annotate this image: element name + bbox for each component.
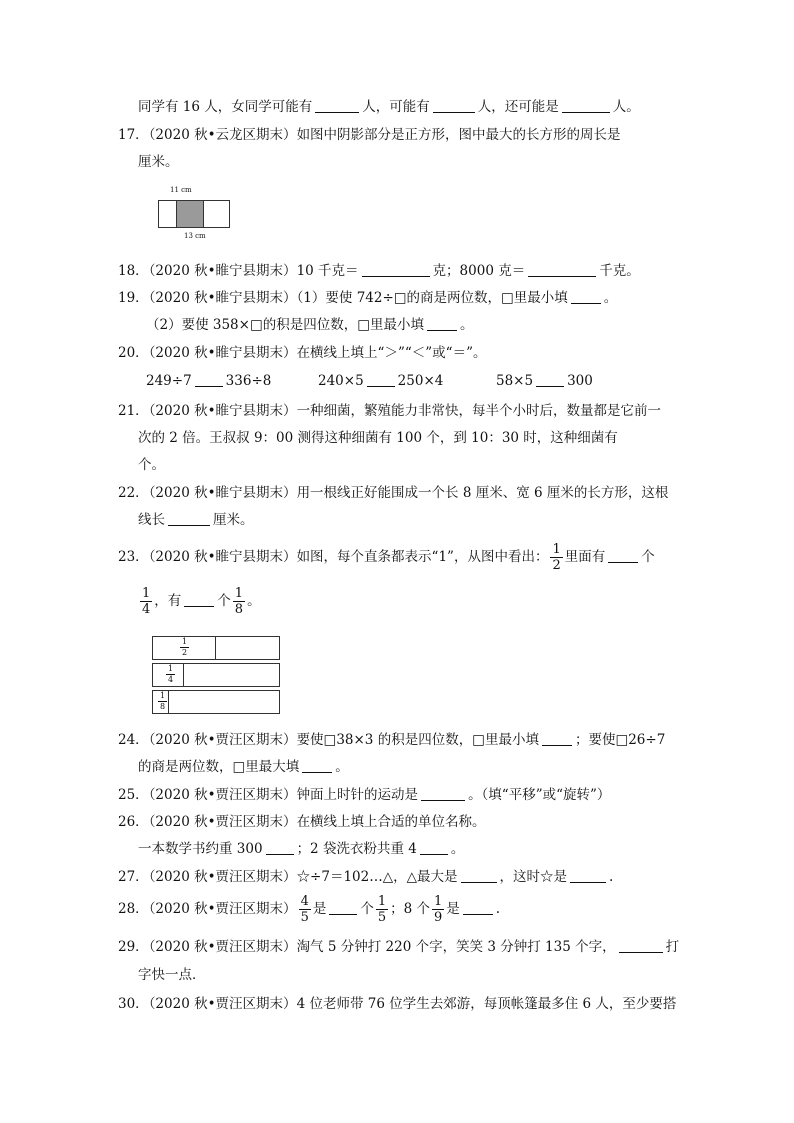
- q20-line-1: [118, 344, 486, 362]
- q20-expr-2: [318, 372, 443, 390]
- q24-text-c: 的商是两位数，□里最大填: [138, 759, 300, 775]
- q30-number: 30．: [118, 996, 149, 1012]
- q28-source: （2020 秋•贾汪区期末）: [148, 901, 297, 917]
- q18-text-b: 克；8000 克＝: [432, 263, 526, 279]
- q16-text-a: 同学有 16 人，女同学可能有: [138, 99, 313, 115]
- q24-text-a: 要使□38×3 的积是四位数，□里最小填: [296, 732, 539, 748]
- q19-source: （2020 秋•睢宁县期末）: [148, 290, 297, 306]
- q29-number: 29．: [118, 939, 149, 955]
- q28-frac-1-num: 4: [300, 894, 309, 909]
- q26-line-1: [118, 813, 486, 831]
- q18-blank-1[interactable]: [362, 263, 430, 277]
- q22-text-2b: 厘米。: [213, 512, 254, 528]
- q23-frac-eighth-num: 1: [234, 586, 244, 601]
- q16-text-b: 人，可能有: [362, 99, 430, 115]
- q23-frac-quarter: [140, 586, 152, 617]
- q25-number: 25．: [118, 787, 149, 803]
- q28-text-e: .: [495, 901, 501, 917]
- q27-text-b: ，这时☆是: [499, 869, 567, 885]
- q29-source: （2020 秋•贾汪区期末）: [148, 939, 297, 955]
- q28-frac-3: [432, 894, 444, 925]
- q20-e1-left: 249÷7: [146, 373, 192, 389]
- q26-text-c: 。: [450, 841, 465, 857]
- q23-fig-label-half: [180, 637, 189, 658]
- q30-line: [118, 995, 676, 1013]
- q21-line-3: 个。: [138, 457, 165, 473]
- q27-line: [118, 868, 613, 886]
- q17-shaded-square: [176, 200, 204, 228]
- q20-blank-3[interactable]: [536, 373, 564, 387]
- q28-text-a: 是: [312, 901, 327, 917]
- q22-number: 22．: [118, 485, 149, 501]
- q19-number: 19．: [118, 290, 149, 306]
- q25-line: [118, 786, 610, 804]
- q19-text-c: （2）要使 358×□的积是四位数，□里最小填: [146, 317, 424, 333]
- q23-fig-label-eighth: [158, 691, 167, 712]
- q19-text-b: 。: [603, 290, 618, 306]
- q23-fig-eighth-num: 1: [160, 691, 166, 700]
- q25-text-b: 。（填“平移”或“旋转”）: [468, 787, 611, 803]
- q28-text-d: 是: [446, 901, 460, 917]
- q17-fig-top-label: 11 cm: [170, 186, 192, 194]
- q30-source: （2020 秋•贾汪区期末）: [148, 996, 297, 1012]
- q23-frac-quarter-num: 1: [142, 586, 151, 601]
- q16-blank-3[interactable]: [562, 99, 610, 113]
- q17-figure: [158, 186, 230, 244]
- q26-number: 26．: [118, 814, 149, 830]
- q23-fig-eighth-den: 8: [160, 702, 166, 711]
- q18-blank-2[interactable]: [528, 263, 596, 277]
- q28-blank-1[interactable]: [329, 901, 357, 915]
- q29-line-2: 字快一点．: [138, 967, 206, 983]
- q26-line-2: [138, 840, 464, 858]
- q18-number: 18．: [118, 263, 149, 279]
- q20-e2-left: 240×5: [318, 373, 364, 389]
- q21-number: 21．: [118, 403, 149, 419]
- q26-text-b: ；2 袋洗衣粉共重 4: [296, 841, 417, 857]
- q18-text-c: 千克。: [599, 263, 640, 279]
- q16-text-c: 人，还可能是: [477, 99, 559, 115]
- q29-blank[interactable]: [619, 939, 663, 953]
- q17-number: 17．: [118, 127, 149, 143]
- q28-frac-2-den: 5: [377, 910, 387, 925]
- q28-frac-3-den: 9: [434, 910, 443, 925]
- q27-text-a: ☆÷7＝102…△，△最大是: [296, 869, 458, 885]
- q19-line-1: [118, 289, 617, 307]
- q22-text-2a: 线长: [138, 512, 165, 528]
- q28-text-b: 个: [360, 901, 374, 917]
- q22-line-2: [138, 511, 254, 529]
- q20-blank-1[interactable]: [195, 373, 223, 387]
- q28-frac-2-num: 1: [377, 894, 387, 909]
- q23-fig-quarter-num: 1: [168, 664, 174, 673]
- q17-source: （2020 秋•云龙区期末）: [148, 127, 297, 143]
- q19-blank-1[interactable]: [571, 290, 601, 304]
- q18-line: [118, 262, 640, 280]
- q23-text-mid: 里面有: [564, 549, 606, 565]
- q23-text: 如图，每个直条都表示“1”，从图中看出：: [296, 549, 549, 565]
- q23-figure: [152, 636, 280, 714]
- q23-blank-2[interactable]: [184, 593, 214, 607]
- q19-line-2: [146, 316, 473, 334]
- q23-number: 23．: [118, 549, 149, 565]
- q21-line-1: [118, 402, 661, 420]
- q23-fig-half-den: 2: [182, 648, 188, 657]
- q19-blank-2[interactable]: [427, 317, 457, 331]
- q23-line-1: [118, 540, 655, 574]
- q24-number: 24．: [118, 732, 149, 748]
- q28-frac-1-den: 5: [300, 910, 309, 925]
- q23-frac-eighth-den: 8: [234, 602, 244, 617]
- q23-frac-quarter-den: 4: [142, 602, 151, 617]
- q20-source: （2020 秋•睢宁县期末）: [148, 345, 297, 361]
- q28-number: 28．: [118, 901, 149, 917]
- q17-line-1: [118, 126, 621, 144]
- q27-number: 27．: [118, 869, 149, 885]
- q26-blank-1[interactable]: [266, 841, 294, 855]
- q28-line: [118, 892, 500, 926]
- q23-frac-half-den: 2: [552, 558, 561, 573]
- q27-source: （2020 秋•贾汪区期末）: [148, 869, 297, 885]
- q29-text-a: 淘气 5 分钟打 220 个字，笑笑 3 分钟打 135 个字，: [296, 939, 616, 955]
- q26-text-a: 一本数学书约重 300: [138, 841, 263, 857]
- q25-text-a: 钟面上时针的运动是: [296, 787, 419, 803]
- q23-text-end: 。: [247, 593, 261, 609]
- q24-line-2: [138, 758, 349, 776]
- q25-source: （2020 秋•贾汪区期末）: [148, 787, 297, 803]
- q22-blank[interactable]: [168, 512, 210, 526]
- q26-source: （2020 秋•贾汪区期末）: [148, 814, 297, 830]
- q25-blank[interactable]: [421, 787, 465, 801]
- q23-frac-eighth: [233, 586, 245, 617]
- q24-blank-1[interactable]: [542, 732, 572, 746]
- q28-text-c: ；8 个: [390, 901, 431, 917]
- q20-e2-right: 250×4: [397, 373, 444, 389]
- q18-text-a: 10 千克＝: [296, 263, 359, 279]
- q20-expr-1: [146, 372, 271, 390]
- q21-line-2: 次的 2 倍。王叔叔 9：00 测得这种细菌有 100 个，到 10：30 时，这种细菌有: [138, 430, 618, 446]
- q27-blank-1[interactable]: [461, 869, 497, 883]
- q28-blank-2[interactable]: [463, 901, 493, 915]
- q17-text: 如图中阴影部分是正方形，图中最大的长方形的周长是: [296, 127, 621, 143]
- q21-source: （2020 秋•睢宁县期末）: [148, 403, 297, 419]
- q28-frac-1: [299, 894, 311, 925]
- q18-source: （2020 秋•睢宁县期末）: [148, 263, 297, 279]
- q20-expr-3: [496, 372, 593, 390]
- q16-text-d: 人。: [612, 99, 640, 115]
- q29-line-1: [118, 938, 679, 956]
- q20-text: 在横线上填上“＞”“＜”或“＝”。: [296, 345, 487, 361]
- q19-text-d: 。: [459, 317, 474, 333]
- q23-fig-quarter-den: 4: [168, 675, 174, 684]
- q20-e3-left: 58×5: [496, 373, 534, 389]
- q20-blank-2[interactable]: [367, 373, 395, 387]
- q23-text-ge: 个: [641, 549, 655, 565]
- q28-frac-2: [376, 894, 388, 925]
- q22-line-1: [118, 484, 668, 502]
- q23-fig-label-quarter: [166, 664, 175, 685]
- q24-line-1: [118, 731, 665, 749]
- q27-blank-2[interactable]: [570, 869, 606, 883]
- q23-frac-half-num: 1: [552, 542, 561, 557]
- q20-e1-right: 336÷8: [225, 373, 272, 389]
- q23-text-ge2: 个: [217, 593, 231, 609]
- q20-e3-right: 300: [567, 373, 593, 389]
- q22-text-1: 用一根线正好能围成一个长 8 厘米、宽 6 厘米的长方形，这根: [296, 485, 669, 501]
- q26-text: 在横线上填上合适的单位名称。: [296, 814, 486, 830]
- q19-text-a: （1）要使 742÷□的商是两位数，□里最小填: [296, 290, 568, 306]
- q30-text: 4 位老师带 76 位学生去郊游，每顶帐篷最多住 6 人，至少要搭: [296, 996, 677, 1012]
- q24-source: （2020 秋•贾汪区期末）: [148, 732, 297, 748]
- q22-source: （2020 秋•睢宁县期末）: [148, 485, 297, 501]
- q23-source: （2020 秋•睢宁县期末）: [148, 549, 297, 565]
- q24-blank-2[interactable]: [302, 759, 332, 773]
- q23-frac-half: [550, 542, 562, 573]
- q17-fig-bottom-label: 13 cm: [184, 232, 206, 240]
- q28-frac-3-num: 1: [434, 894, 443, 909]
- q16-blank-2[interactable]: [433, 99, 475, 113]
- q23-bar-eighths: [152, 690, 280, 714]
- q16-line: [138, 98, 640, 116]
- q24-text-b: ；要使□26÷7: [574, 732, 666, 748]
- q20-number: 20．: [118, 345, 149, 361]
- q23-blank-1[interactable]: [608, 549, 638, 563]
- q17-line-2: 厘米。: [138, 154, 179, 170]
- q23-text-you: ，有: [154, 593, 182, 609]
- q27-text-c: .: [609, 869, 614, 885]
- q29-text-b: 打: [665, 939, 680, 955]
- q21-text-1: 一种细菌，繁殖能力非常快，每半个小时后，数量都是它前一: [296, 403, 662, 419]
- q16-blank-1[interactable]: [315, 99, 359, 113]
- q23-fig-half-num: 1: [182, 637, 188, 646]
- q23-line-2: [138, 584, 261, 618]
- q26-blank-2[interactable]: [420, 841, 448, 855]
- q24-text-d: 。: [335, 759, 349, 775]
